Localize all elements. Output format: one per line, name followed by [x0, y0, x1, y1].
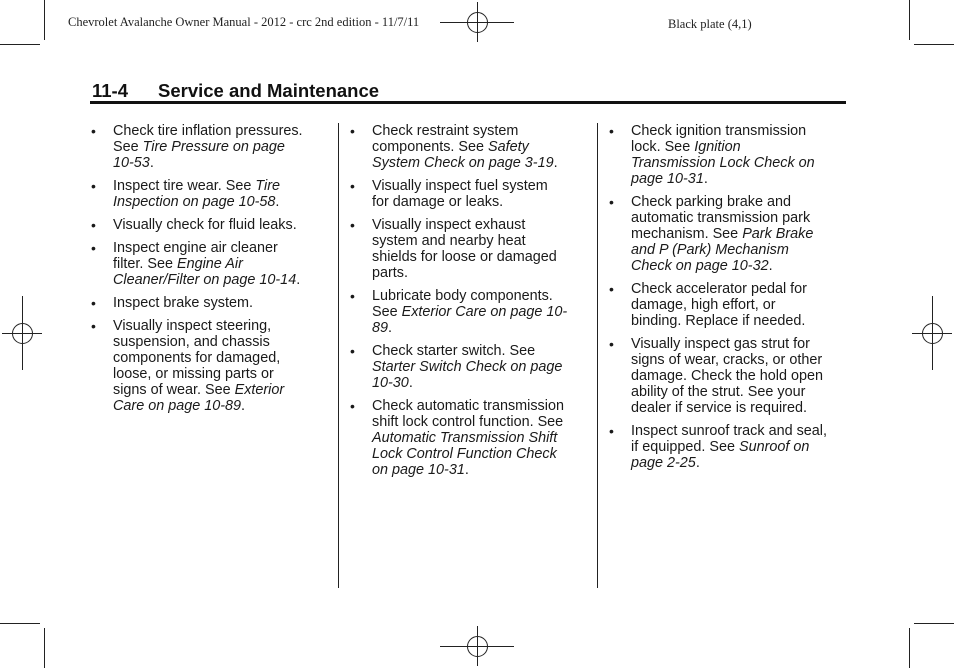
- column-2: [350, 123, 568, 485]
- cross-reference: Exterior Care on page 10-89: [113, 382, 285, 414]
- crop-mark-top-right-horizontal: [914, 44, 954, 45]
- registration-mark-bottom: [440, 626, 514, 666]
- registration-mark-top: [440, 2, 514, 42]
- item-text: .: [464, 462, 469, 478]
- item-text: Check parking brake and automatic transmission park mechanism. See: [631, 194, 811, 242]
- list-item: [350, 178, 568, 210]
- bullet-icon: •: [91, 240, 96, 256]
- bullet-icon: •: [91, 123, 96, 139]
- bullet-icon: •: [91, 178, 96, 194]
- page-number: 11-4: [92, 80, 129, 101]
- item-text: Visually inspect exhaust system and nearby heat shields for loose or damaged parts.: [372, 217, 557, 281]
- item-text: Inspect tire wear. See: [113, 178, 256, 194]
- list-item: [350, 288, 568, 336]
- bullet-icon: •: [91, 295, 96, 311]
- bullet-icon: •: [609, 281, 614, 297]
- list-item: [91, 240, 309, 288]
- list-item: [609, 194, 827, 274]
- item-text: Check accelerator pedal for damage, high effort, or binding. Replace if needed.: [631, 281, 807, 329]
- bullet-icon: •: [350, 178, 355, 194]
- item-text: Visually inspect fuel system for damage or leaks.: [372, 178, 548, 210]
- cross-reference: Safety System Check on page 3-19: [372, 139, 554, 171]
- column-3: [609, 123, 827, 478]
- item-text: Inspect brake system.: [113, 295, 253, 311]
- item-text: Check automatic transmission shift lock control function. See: [372, 398, 564, 430]
- list-item: [350, 217, 568, 281]
- cross-reference: Tire Inspection on page 10-58: [113, 178, 281, 210]
- item-text: .: [703, 171, 708, 187]
- cross-reference: Exterior Care on page 10-89: [372, 304, 568, 336]
- slug-line-left: Chevrolet Avalanche Owner Manual - 2012 - crc 2nd edition - 11/7/11: [68, 15, 420, 29]
- crop-mark-top-left-horizontal: [0, 44, 40, 45]
- cross-reference: Park Brake and P (Park) Mechanism Check on page 10-32: [631, 226, 814, 274]
- item-text: .: [408, 375, 413, 391]
- list-item: [609, 423, 827, 471]
- slug-line-right: Black plate (4,1): [668, 17, 752, 31]
- crop-mark-bottom-right-vertical: [909, 628, 910, 668]
- crop-mark-bottom-right-horizontal: [914, 623, 954, 624]
- cross-reference: Starter Switch Check on page 10-30: [372, 359, 563, 391]
- list-item: [91, 318, 309, 414]
- bullet-icon: •: [350, 288, 355, 304]
- item-text: Check restraint system components. See: [372, 123, 519, 155]
- list-item: [350, 343, 568, 391]
- item-text: .: [768, 258, 773, 274]
- item-text: .: [149, 155, 154, 171]
- bullet-icon: •: [350, 123, 355, 139]
- item-text: .: [553, 155, 558, 171]
- list-item: [350, 123, 568, 171]
- item-text: .: [388, 320, 393, 336]
- section-title: Service and Maintenance: [158, 80, 380, 101]
- crop-mark-top-left-vertical: [44, 0, 45, 40]
- item-text: Visually inspect gas strut for signs of wear, cracks, or other damage. Check the hold open ability of the strut. See your dealer if service is required.: [631, 336, 824, 416]
- bullet-icon: •: [609, 123, 614, 139]
- item-text: Inspect engine air cleaner filter. See: [113, 240, 278, 272]
- crop-mark-bottom-left-vertical: [44, 628, 45, 668]
- item-text: Visually check for fluid leaks.: [113, 217, 297, 233]
- item-text: .: [296, 272, 301, 288]
- column-1: [91, 123, 309, 421]
- item-text: Check ignition transmission lock. See: [631, 123, 807, 155]
- cross-reference: Ignition Transmission Lock Check on page 10-31: [631, 139, 815, 187]
- item-text: Inspect sunroof track and seal, if equipped. See: [631, 423, 827, 455]
- list-item: [91, 295, 309, 311]
- item-text: Lubricate body components. See: [372, 288, 553, 320]
- bullet-icon: •: [350, 398, 355, 414]
- bullet-icon: •: [350, 217, 355, 233]
- column-divider-1: [338, 123, 339, 588]
- bullet-icon: •: [609, 336, 614, 352]
- item-text: Check starter switch. See: [372, 343, 536, 359]
- column-divider-2: [597, 123, 598, 588]
- list-item: [609, 123, 827, 187]
- bullet-icon: •: [91, 217, 96, 233]
- crop-mark-top-right-vertical: [909, 0, 910, 40]
- page-header: [92, 80, 379, 102]
- cross-reference: Tire Pressure on page 10-53: [113, 139, 285, 171]
- cross-reference: Sunroof on page 2-25: [631, 439, 810, 471]
- item-text: .: [695, 455, 700, 471]
- item-text: Visually inspect steering, suspension, and chassis components for damaged, loose, or missing parts or signs of wear. See: [113, 318, 281, 398]
- cross-reference: Automatic Transmission Shift Lock Control Function Check on page 10-31: [372, 430, 558, 478]
- bullet-icon: •: [609, 423, 614, 439]
- header-rule: [90, 101, 846, 104]
- item-text: .: [275, 194, 280, 210]
- cross-reference: Engine Air Cleaner/Filter on page 10-14: [113, 256, 297, 288]
- list-item: [609, 336, 827, 416]
- list-item: [350, 398, 568, 478]
- crop-mark-bottom-left-horizontal: [0, 623, 40, 624]
- registration-mark-left: [2, 296, 42, 370]
- list-item: [91, 217, 309, 233]
- list-item: [91, 178, 309, 210]
- list-item: [91, 123, 309, 171]
- item-text: Check tire inflation pressures. See: [113, 123, 303, 155]
- bullet-icon: •: [609, 194, 614, 210]
- item-text: .: [241, 398, 246, 414]
- registration-mark-right: [912, 296, 952, 370]
- bullet-icon: •: [91, 318, 96, 334]
- list-item: [609, 281, 827, 329]
- bullet-icon: •: [350, 343, 355, 359]
